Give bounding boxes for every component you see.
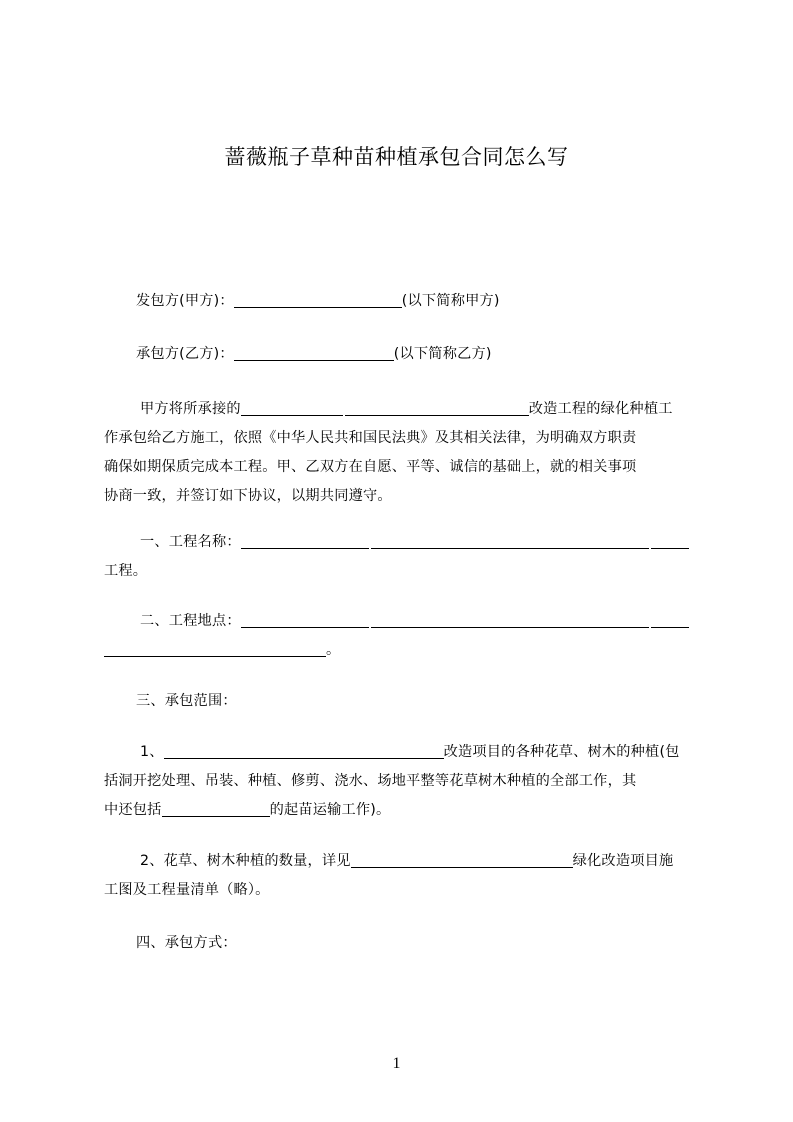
section-1 <box>104 528 704 586</box>
document-title: 蔷薇瓶子草种苗种植承包合同怎么写 <box>224 145 569 169</box>
party-a-line <box>104 287 704 316</box>
item-1-line1-end: 改造项目的各种花草、树木的种植(包 <box>443 744 680 760</box>
item-1-start: 1、 <box>140 744 164 760</box>
item-2-start: 2、花草、树木种植的数量，详见 <box>140 853 351 869</box>
section-1-blank-3 <box>651 532 689 549</box>
intro-line1-end: 改造工程的绿化种植工 <box>528 401 673 417</box>
section-3 <box>104 687 704 716</box>
section-1-tail: 工程。 <box>104 563 148 579</box>
section-2-blank-3 <box>651 611 689 628</box>
section-2-blank-4 <box>104 640 326 657</box>
party-a-suffix: (以下简称甲方) <box>401 293 500 309</box>
item-1-line3-start: 中还包括 <box>104 802 162 818</box>
item-1-blank-2 <box>162 800 270 817</box>
party-a-label: 发包方(甲方)： <box>136 293 234 309</box>
item-2-line1-end: 绿化改造项目施 <box>572 853 674 869</box>
item-2-blank-1 <box>351 851 573 868</box>
intro-line1-start: 甲方将所承接的 <box>140 401 241 417</box>
section-3-label: 三、承包范围： <box>136 693 237 709</box>
section-2 <box>104 607 704 665</box>
intro-paragraph <box>104 395 704 511</box>
section-4-label: 四、承包方式： <box>136 935 237 951</box>
intro-blank-2 <box>345 399 529 416</box>
intro-line3: 确保如期保质完成本工程。甲、乙双方在自愿、平等、诚信的基础上，就的相关事项 <box>104 459 637 475</box>
section-1-blank-1 <box>241 532 369 549</box>
item-2 <box>104 847 704 905</box>
section-1-blank-2 <box>371 532 649 549</box>
page-number: 1 <box>392 1055 401 1072</box>
party-b-line <box>104 340 704 369</box>
item-1-line3-end: 的起苗运输工作)。 <box>269 802 391 818</box>
party-b-label: 承包方(乙方)： <box>136 346 234 362</box>
section-1-label: 一、工程名称： <box>140 534 241 550</box>
section-2-blank-1 <box>241 611 369 628</box>
item-1-blank-1 <box>164 742 444 759</box>
party-b-suffix: (以下简称乙方) <box>393 346 492 362</box>
intro-line2: 作承包给乙方施工，依照《中华人民共和国民法典》及其相关法律，为明确双方职责 <box>104 430 637 446</box>
section-2-label: 二、工程地点： <box>140 613 241 629</box>
section-2-blank-2 <box>371 611 649 628</box>
intro-line4: 协商一致，并签订如下协议，以期共同遵守。 <box>104 488 392 504</box>
item-2-line2: 工图及工程量清单（略）。 <box>104 882 270 898</box>
party-a-blank <box>234 291 402 308</box>
intro-blank-1 <box>241 399 343 416</box>
section-4 <box>104 929 704 958</box>
item-1-line2: 括洞开挖处理、吊装、种植、修剪、浇水、场地平整等花草树木种植的全部工作，其 <box>104 773 637 789</box>
section-2-tail: 。 <box>326 642 341 658</box>
party-b-blank <box>234 344 394 361</box>
item-1 <box>104 738 704 825</box>
